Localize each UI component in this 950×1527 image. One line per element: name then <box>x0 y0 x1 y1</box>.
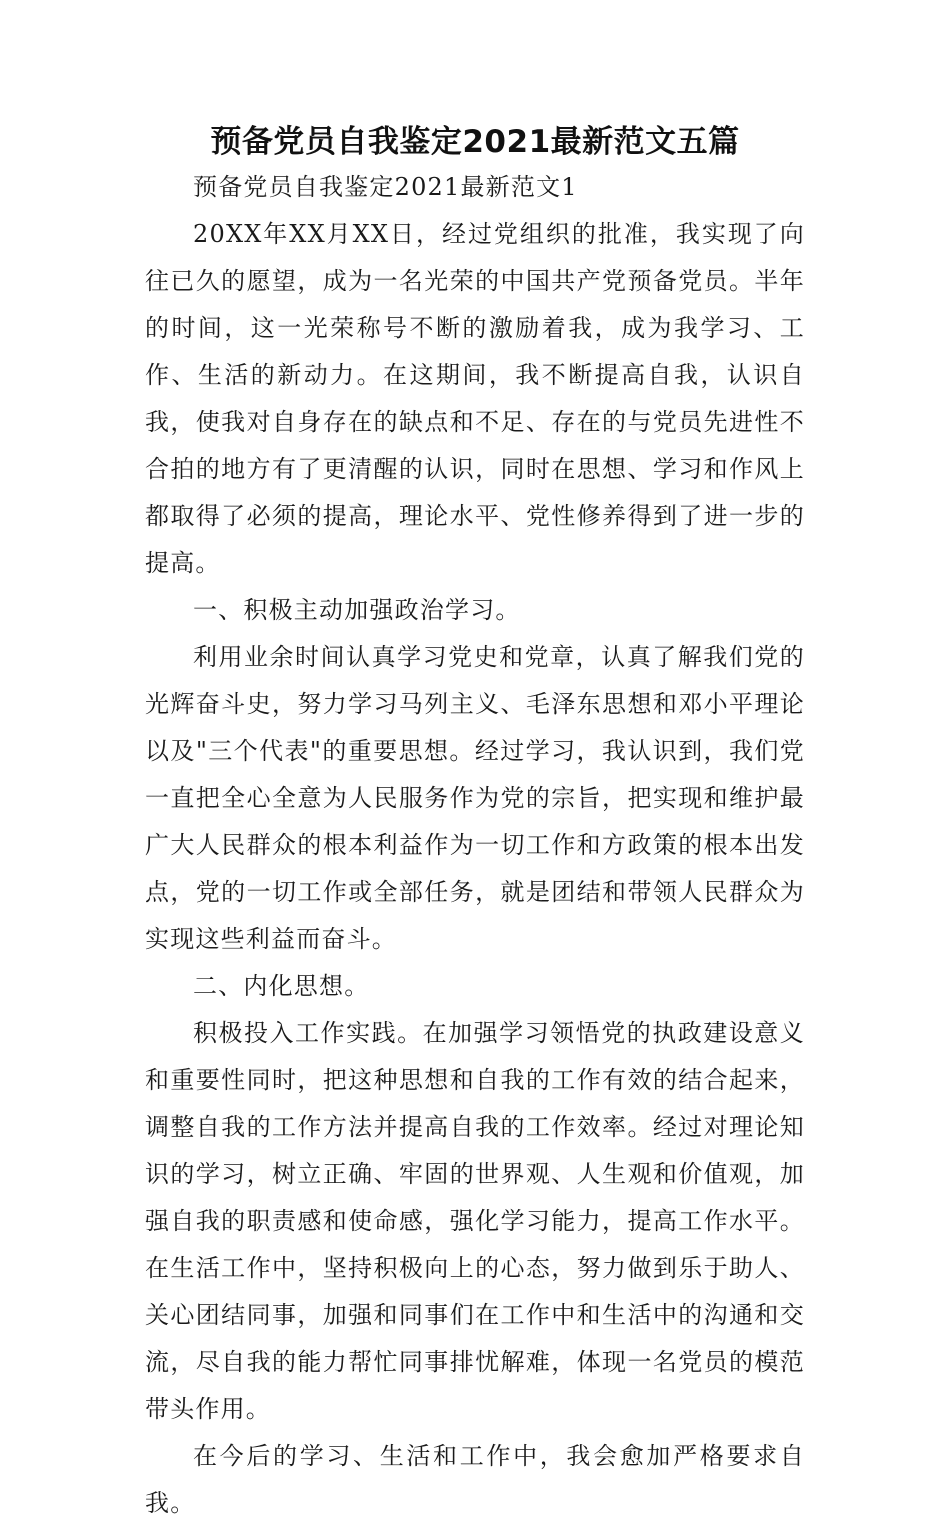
paragraph-section-1: 利用业余时间认真学习党史和党章，认真了解我们党的光辉奋斗史，努力学习马列主义、毛泽东思想和邓小平理论以及"三个代表"的重要思想。经过学习，我认识到，我们党一直把全心全意为人民服务作为党的宗旨，把实现和维护最广大人民群众的根本利益作为一切工作和方政策的根本出发点，党的一切工作或全部任务，就是团结和带领人民群众为实现这些利益而奋斗。 <box>145 643 805 953</box>
paragraph-intro: 20XX年XX月XX日，经过党组织的批准，我实现了向往已久的愿望，成为一名光荣的中国共产党预备党员。半年的时间，这一光荣称号不断的激励着我，成为我学习、工作、生活的新动力。在这期间，我不断提高自我，认识自我，使我对自身存在的缺点和不足、存在的与党员先进性不合拍的地方有了更清醒的认识，同时在思想、学习和作风上都取得了必须的提高，理论水平、党性修养得到了进一步的提高。 <box>145 220 805 577</box>
document-title: 预备党员自我鉴定2021最新范文五篇 <box>210 124 740 160</box>
document-body <box>145 164 805 1527</box>
section-heading-2: 二、内化思想。 <box>193 972 370 1000</box>
paragraph-closing: 在今后的学习、生活和工作中，我会愈加严格要求自我。 <box>145 1442 805 1517</box>
paragraph-section-2: 积极投入工作实践。在加强学习领悟党的执政建设意义和重要性同时，把这种思想和自我的工作有效的结合起来，调整自我的工作方法并提高自我的工作效率。经过对理论知识的学习，树立正确、牢固的世界观、人生观和价值观，加强自我的职责感和使命感，强化学习能力，提高工作水平。在生活工作中，坚持积极向上的心态，努力做到乐于助人、关心团结同事，加强和同事们在工作中和生活中的沟通和交流，尽自我的能力帮忙同事排忧解难，体现一名党员的模范带头作用。 <box>145 1019 805 1423</box>
paragraph-subtitle: 预备党员自我鉴定2021最新范文1 <box>193 173 578 201</box>
section-heading-1: 一、积极主动加强政治学习。 <box>193 596 521 624</box>
